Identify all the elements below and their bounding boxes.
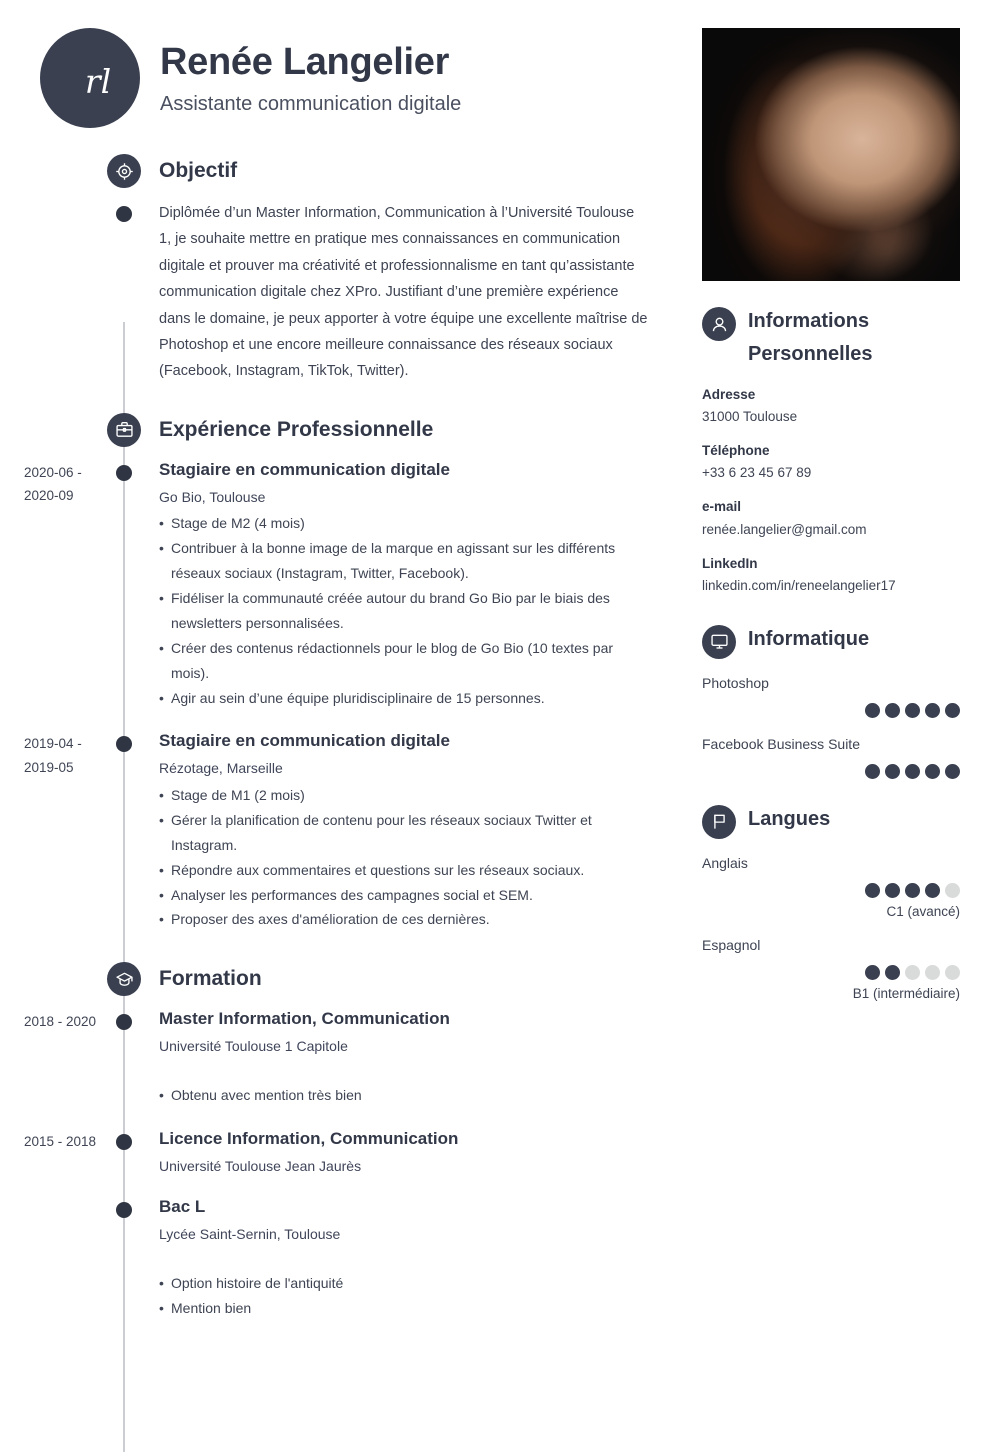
flag-icon <box>702 805 736 839</box>
portrait-photo <box>702 28 960 281</box>
info-label: LinkedIn <box>702 555 758 571</box>
entry-subtitle: Université Toulouse Jean Jaurès <box>159 1157 362 1174</box>
info-label: Adresse <box>702 387 756 402</box>
rating-dot-filled <box>865 703 880 718</box>
name-block <box>140 28 461 116</box>
rating-dot-filled <box>945 764 960 779</box>
objectif-text: Diplômée d’un Master Information, Communication à l’Université Toulouse 1, je souhaite mettre en pratique mes connaissances en communication digitale et prouver ma créativité et professionnalisme en tant qu’assistante communication digitale chez XPro. Justifiant d’une première expérience dans le domaine, je peux apporter à votre équipe une excellente maîtrise de Photoshop et une encore meilleure connaissance des réseaux sociaux (Facebook, Instagram, TikTok, Twitter). <box>159 205 648 380</box>
list-item: • Créer des contenus rédactionnels pour le blog de Go Bio (10 textes par mois). <box>159 636 652 686</box>
language-rating-dots <box>702 965 960 980</box>
info-label: e-mail <box>702 499 742 515</box>
education-entry <box>0 1128 690 1177</box>
sidebar <box>702 28 960 1017</box>
rating-dot-filled <box>905 883 920 898</box>
rating-dot-empty <box>945 883 960 898</box>
section-title-objectif: Objectif <box>159 159 238 182</box>
job-title: Assistante communication digitale <box>160 92 462 115</box>
info-item-email <box>702 497 960 540</box>
rating-dot-filled <box>865 883 880 898</box>
sidebar-header-personal <box>702 305 960 371</box>
list-item: • Option histoire de l'antiquité <box>159 1271 652 1296</box>
monogram-initials: rl <box>84 62 112 101</box>
resume-header <box>40 28 680 138</box>
list-item: • Stage de M1 (2 mois) <box>159 783 652 808</box>
info-value: +33 6 23 45 67 89 <box>702 465 812 481</box>
entry-title: Stagiaire en communication digitale <box>159 731 450 751</box>
section-experience <box>0 409 690 933</box>
sidebar-title-langues: Langues <box>748 807 831 830</box>
timeline-dot <box>116 736 132 752</box>
section-title-formation: Formation <box>159 967 262 991</box>
section-header-objectif <box>0 150 690 192</box>
entry-title: Licence Information, Communication <box>159 1128 459 1148</box>
entry-title: Stagiaire en communication digitale <box>159 459 450 479</box>
rating-dot-filled <box>865 764 880 779</box>
timeline-dot <box>116 465 132 481</box>
list-item: • Fidéliser la communauté créée autour du brand Go Bio par le biais des newsletters personnalisées. <box>159 586 652 636</box>
language-level: B1 (intermédiaire) <box>852 985 960 1001</box>
briefcase-icon <box>107 413 141 447</box>
language-row-anglais <box>702 853 960 919</box>
education-entry <box>0 1008 690 1107</box>
section-objectif <box>0 150 690 385</box>
info-value[interactable]: renée.langelier@gmail.com <box>702 521 867 537</box>
rating-dot-empty <box>925 965 940 980</box>
entry-bullets <box>159 783 652 932</box>
list-item: • Gérer la planification de contenu pour les réseaux sociaux Twitter et Instagram. <box>159 808 652 858</box>
entry-title: Master Information, Communication <box>159 1009 450 1029</box>
monitor-icon <box>702 625 736 659</box>
timeline-dot <box>116 1202 132 1218</box>
experience-entry <box>0 730 690 932</box>
rating-dot-filled <box>885 764 900 779</box>
section-header-experience <box>0 409 690 451</box>
main-column <box>0 150 690 1321</box>
entry-bullets <box>159 511 652 710</box>
timeline-dot <box>116 1134 132 1150</box>
info-item-telephone <box>702 441 960 484</box>
page-title: Renée Langelier <box>160 41 450 83</box>
sidebar-header-langues <box>702 803 960 839</box>
entry-subtitle: Lycée Saint-Sernin, Toulouse <box>159 1226 341 1243</box>
objectif-entry <box>0 200 690 385</box>
list-item: • Mention bien <box>159 1296 652 1321</box>
entry-bullets <box>159 1271 652 1321</box>
info-item-linkedin <box>702 554 960 597</box>
rating-dot-filled <box>925 883 940 898</box>
rating-dot-filled <box>905 703 920 718</box>
language-level: C1 (avancé) <box>886 903 960 919</box>
experience-entry <box>0 459 690 711</box>
list-item: • Proposer des axes d'amélioration de ces dernières. <box>159 907 652 932</box>
skill-name: Photoshop <box>702 674 769 691</box>
entry-dates: 2018 - 2020 <box>24 1014 97 1030</box>
language-name: Espagnol <box>702 936 761 953</box>
language-row-espagnol <box>702 935 960 1001</box>
list-item: • Agir au sein d’une équipe pluridisciplinaire de 15 personnes. <box>159 686 652 711</box>
sidebar-title-informatique: Informatique <box>748 627 870 650</box>
monogram-avatar <box>40 28 140 128</box>
timeline-dot <box>116 1014 132 1030</box>
skill-name: Facebook Business Suite <box>702 735 860 752</box>
target-icon <box>107 154 141 188</box>
list-item: • Stage de M2 (4 mois) <box>159 511 652 536</box>
rating-dot-filled <box>925 764 940 779</box>
skill-row-facebook-business-suite <box>702 734 960 779</box>
sidebar-header-informatique <box>702 623 960 659</box>
education-entry <box>0 1196 690 1320</box>
list-item: • Analyser les performances des campagnes social et SEM. <box>159 883 652 908</box>
entry-subtitle: Go Bio, Toulouse <box>159 488 266 505</box>
section-informations-personnelles <box>702 305 960 597</box>
graduation-cap-icon <box>107 962 141 996</box>
section-formation <box>0 958 690 1320</box>
rating-dot-filled <box>905 764 920 779</box>
section-header-formation <box>0 958 690 1000</box>
entry-dates: 2019-04 - 2019-05 <box>24 736 82 776</box>
entry-bullets <box>159 1083 652 1108</box>
skill-row-photoshop <box>702 673 960 718</box>
sidebar-title-personal: Informations Personnelles <box>748 310 873 365</box>
person-icon <box>702 307 736 341</box>
entry-title: Bac L <box>159 1197 206 1217</box>
language-rating-dots <box>702 883 960 898</box>
language-name: Anglais <box>702 854 748 871</box>
info-item-adresse <box>702 385 960 428</box>
entry-subtitle: Rézotage, Marseille <box>159 760 283 777</box>
entry-subtitle: Université Toulouse 1 Capitole <box>159 1038 348 1055</box>
timeline-dot <box>116 206 132 222</box>
list-item: • Obtenu avec mention très bien <box>159 1083 652 1108</box>
list-item: • Répondre aux commentaires et questions sur les réseaux sociaux. <box>159 858 652 883</box>
section-title-experience: Expérience Professionnelle <box>159 417 434 441</box>
rating-dot-filled <box>885 703 900 718</box>
section-informatique <box>702 623 960 779</box>
info-value[interactable]: linkedin.com/in/reneelangelier17 <box>702 577 896 593</box>
section-langues <box>702 803 960 1001</box>
rating-dot-filled <box>945 703 960 718</box>
rating-dot-empty <box>945 965 960 980</box>
rating-dot-filled <box>925 703 940 718</box>
skill-rating-dots <box>702 764 960 779</box>
info-label: Téléphone <box>702 443 770 459</box>
skill-rating-dots <box>702 703 960 718</box>
rating-dot-filled <box>885 965 900 980</box>
rating-dot-empty <box>905 965 920 980</box>
rating-dot-filled <box>885 883 900 898</box>
list-item: • Contribuer à la bonne image de la marque en agissant sur les différents réseaux sociaux (Instagram, Twitter, Facebook). <box>159 536 652 586</box>
rating-dot-filled <box>865 965 880 980</box>
entry-dates: 2015 - 2018 <box>24 1133 97 1149</box>
entry-dates: 2020-06 - 2020-09 <box>24 464 82 504</box>
info-value: 31000 Toulouse <box>702 409 798 425</box>
